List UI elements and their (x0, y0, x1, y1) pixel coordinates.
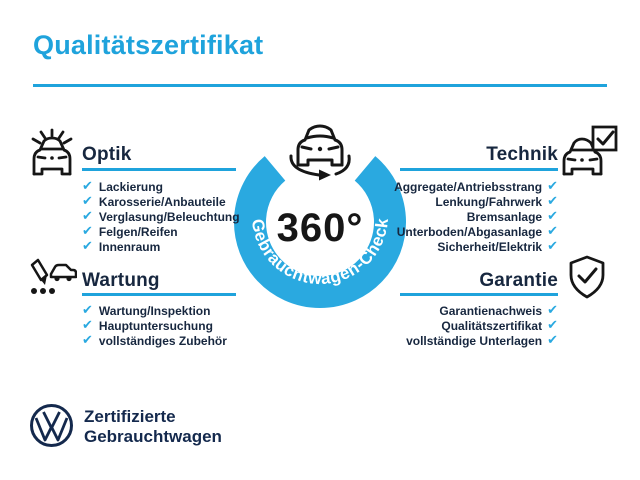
checklist-item-label: vollständiges Zubehör (98, 333, 227, 348)
section-divider-optik (82, 168, 236, 171)
check-icon: ✔ (82, 317, 93, 332)
checklist-item-label: Bremsanlage (466, 209, 543, 224)
checklist-item-label: Karosserie/Anbauteile (98, 194, 226, 209)
checklist-item (82, 194, 240, 209)
badge-center-label: 360° (276, 206, 364, 250)
checklist-technik (394, 179, 558, 254)
check-icon: ✔ (82, 238, 93, 253)
checklist-garantie (406, 303, 558, 348)
section-title-garantie: Garantie (479, 270, 558, 291)
shield-check-icon (566, 254, 608, 300)
checklist-item (82, 333, 227, 348)
check-icon: ✔ (547, 178, 558, 193)
check-icon: ✔ (547, 317, 558, 332)
check-icon: ✔ (82, 193, 93, 208)
title-divider (33, 84, 607, 87)
checklist-item (406, 333, 558, 348)
page-title: Qualitätszertifikat (33, 30, 264, 60)
check-icon: ✔ (547, 302, 558, 317)
checklist-item-label: Garantienachweis (439, 303, 543, 318)
checklist-item (82, 224, 240, 239)
checklist-item-label: Aggregate/Antriebsstrang (394, 179, 543, 194)
check-icon: ✔ (547, 223, 558, 238)
car-checkbox-icon (560, 124, 620, 178)
checklist-item (82, 239, 240, 254)
check-icon: ✔ (82, 223, 93, 238)
checklist-item-label: Felgen/Reifen (98, 224, 178, 239)
check-icon: ✔ (82, 208, 93, 223)
check-icon: ✔ (82, 302, 93, 317)
check-icon: ✔ (547, 238, 558, 253)
checklist-item-label: Sicherheit/Elektrik (437, 239, 543, 254)
checklist-item (394, 239, 558, 254)
section-divider-technik (400, 168, 558, 171)
check-icon: ✔ (547, 208, 558, 223)
checklist-item (82, 303, 227, 318)
section-divider-wartung (82, 293, 236, 296)
brand-text (84, 407, 222, 447)
section-title-wartung: Wartung (82, 270, 160, 291)
section-title-optik: Optik (82, 144, 132, 165)
checklist-item-label: Qualitätszertifikat (441, 318, 543, 333)
checklist-wartung (82, 303, 227, 348)
checklist-item-label: Lackierung (98, 179, 163, 194)
vw-logo (29, 403, 74, 448)
check-icon: ✔ (82, 178, 93, 193)
checklist-item-label: vollständige Unterlagen (406, 333, 543, 348)
check-icon: ✔ (547, 332, 558, 347)
checklist-item-label: Lenkung/Fahrwerk (435, 194, 543, 209)
checklist-item-label: Unterboden/Abgasanlage (396, 224, 543, 239)
shiny-car-icon (29, 128, 75, 178)
checklist-item (82, 318, 227, 333)
brand-line-1: Zertifizierte (84, 407, 176, 426)
checklist-item (406, 318, 558, 333)
checklist-item (394, 209, 558, 224)
checklist-item-label: Innenraum (98, 239, 161, 254)
checklist-item (394, 194, 558, 209)
checklist-item (82, 179, 240, 194)
service-checklist-icon (25, 256, 77, 306)
brand-line-2: Gebrauchtwagen (84, 427, 222, 446)
checklist-item (406, 303, 558, 318)
check-icon: ✔ (547, 193, 558, 208)
checklist-optik (82, 179, 240, 254)
checklist-item-label: Wartung/Inspektion (98, 303, 211, 318)
section-title-technik: Technik (486, 144, 558, 165)
checklist-item (82, 209, 240, 224)
car-rotation-icon (281, 120, 359, 186)
checklist-item (394, 224, 558, 239)
section-divider-garantie (400, 293, 558, 296)
check-icon: ✔ (82, 332, 93, 347)
badge-ring-label: Gebrauchtwagen-Check (247, 216, 393, 289)
checklist-item (394, 179, 558, 194)
checklist-item-label: Verglasung/Beleuchtung (98, 209, 240, 224)
checklist-item-label: Hauptuntersuchung (98, 318, 213, 333)
